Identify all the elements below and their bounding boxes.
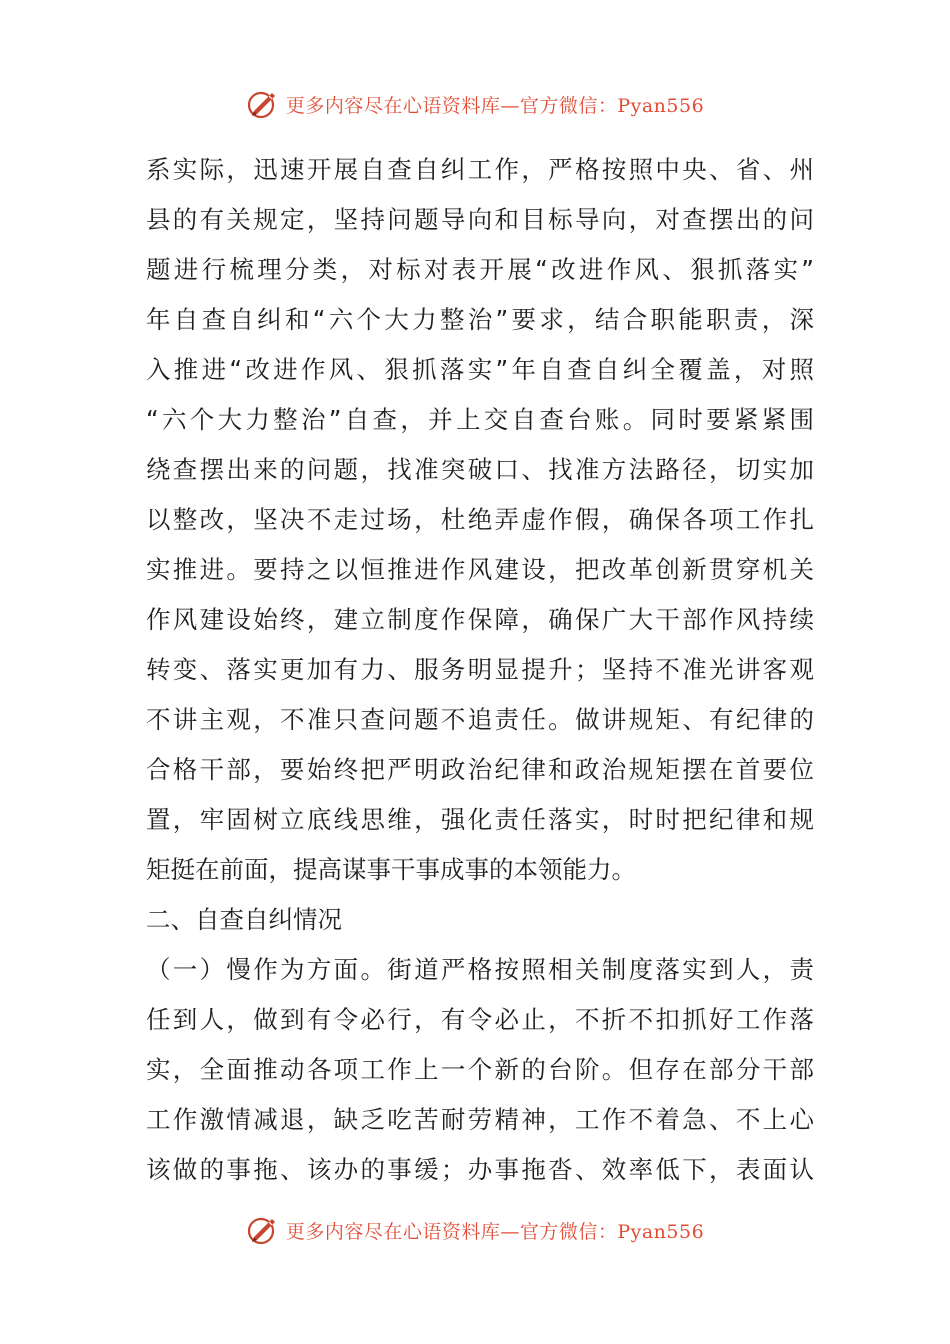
body-line: 该做的事拖、该办的事缓；办事拖沓、效率低下，表面认 xyxy=(146,1155,814,1184)
body-line: “六个大力整治”自查，并上交自查台账。同时要紧紧围 xyxy=(146,405,814,434)
body-line: 作风建设始终，建立制度作保障，确保广大干部作风持续 xyxy=(146,605,814,634)
watermark-text: 更多内容尽在心语资料库—官方微信：Pyan556 xyxy=(285,1220,705,1243)
body-line: 绕查摆出来的问题，找准突破口、找准方法路径，切实加 xyxy=(146,455,814,484)
body-line: 置，牢固树立底线思维，强化责任落实，时时把纪律和规 xyxy=(146,805,814,834)
body-line: 实，全面推动各项工作上一个新的台阶。但存在部分干部 xyxy=(146,1055,814,1084)
footer-watermark xyxy=(0,1212,950,1248)
body-line: 工作激情减退，缺乏吃苦耐劳精神，工作不着急、不上心 xyxy=(146,1105,814,1134)
body-line: 题进行梳理分类，对标对表开展“改进作风、狠抓落实” xyxy=(146,255,814,284)
body-line: 以整改，坚决不走过场，杜绝弄虚作假，确保各项工作扎 xyxy=(146,505,814,534)
pen-logo-icon xyxy=(246,87,280,121)
body-line: 矩挺在前面，提高谋事干事成事的本领能力。 xyxy=(146,855,636,884)
body-line: 系实际，迅速开展自查自纠工作，严格按照中央、省、州 xyxy=(146,155,814,184)
header-watermark xyxy=(0,86,950,122)
body-line: 转变、落实更加有力、服务明显提升；坚持不准光讲客观 xyxy=(146,655,814,684)
body-line: 县的有关规定，坚持问题导向和目标导向，对查摆出的问 xyxy=(146,205,814,234)
body-line: 任到人，做到有令必行，有令必止，不折不扣抓好工作落 xyxy=(146,1005,814,1034)
body-line: 合格干部，要始终把严明政治纪律和政治规矩摆在首要位 xyxy=(146,755,814,784)
body-line: 不讲主观，不准只查问题不追责任。做讲规矩、有纪律的 xyxy=(146,705,814,734)
body-line: 入推进“改进作风、狠抓落实”年自查自纠全覆盖，对照 xyxy=(146,355,814,384)
body-line: 实推进。要持之以恒推进作风建设，把改革创新贯穿机关 xyxy=(146,555,814,584)
body-line: （一）慢作为方面。街道严格按照相关制度落实到人，责 xyxy=(146,955,814,984)
watermark-text: 更多内容尽在心语资料库—官方微信：Pyan556 xyxy=(285,94,705,117)
pen-logo-icon xyxy=(246,1213,280,1247)
body-line: 年自查自纠和“六个大力整治”要求，结合职能职责，深 xyxy=(146,305,814,334)
section-heading: 二、自查自纠情况 xyxy=(146,905,342,934)
document-body xyxy=(146,145,814,1195)
